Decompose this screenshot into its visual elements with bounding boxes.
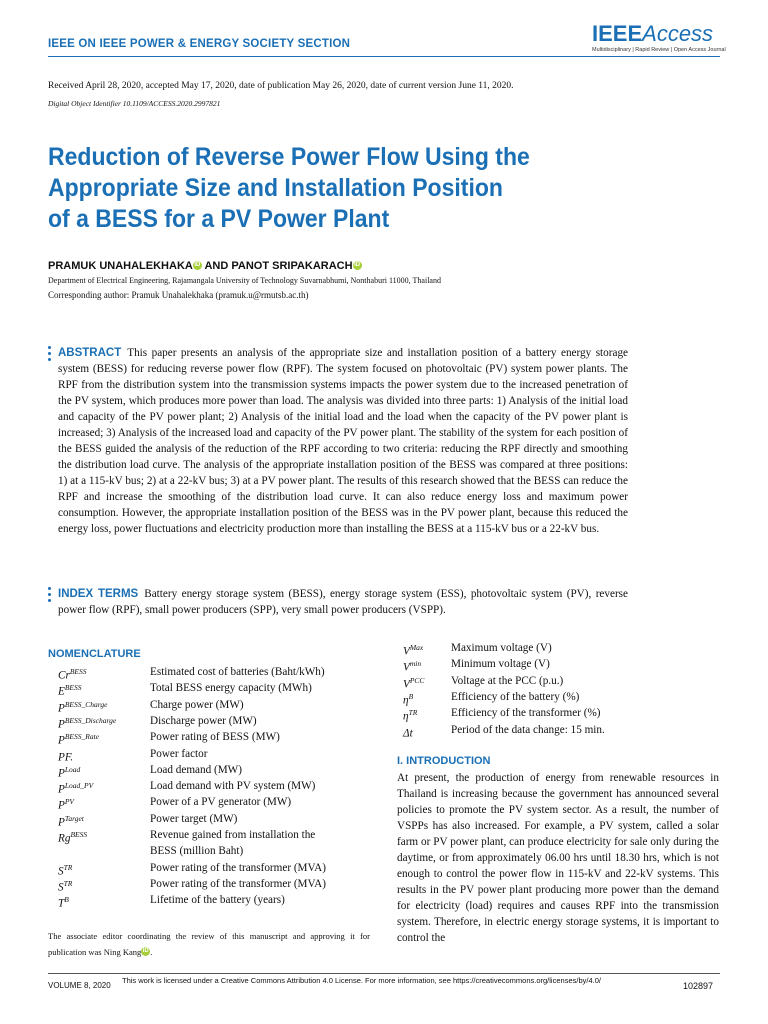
symbol-superscript: PCC <box>409 675 425 685</box>
symbol-superscript: BESS <box>64 683 82 693</box>
symbol-base: P <box>58 783 65 796</box>
symbol-base: Cr <box>58 669 70 682</box>
symbol-base: Rg <box>58 832 71 845</box>
nomenclature-definition: Estimated cost of batteries (Baht/kWh) <box>150 666 325 678</box>
nomenclature-definition: Discharge power (MW) <box>150 714 257 727</box>
nomenclature-symbol <box>403 722 413 742</box>
nomenclature-definition: Load demand (MW) <box>150 763 242 776</box>
nomenclature-definition: Maximum voltage (V) <box>451 642 552 654</box>
symbol-base: P <box>58 800 65 813</box>
nomenclature-definition: Power of a PV generator (MW) <box>150 796 292 809</box>
nomenclature-symbol <box>58 827 87 847</box>
index-terms <box>58 586 628 618</box>
symbol-superscript: Load_PV <box>64 781 94 791</box>
nomenclature-definition: Lifetime of the battery (years) <box>150 894 285 907</box>
symbol-superscript: B <box>64 895 69 905</box>
symbol-base: T <box>58 897 65 910</box>
symbol-superscript: Max <box>409 643 424 652</box>
logo-tagline: Multidisciplinary | Rapid Review | Open Access Journal <box>592 47 726 53</box>
symbol-base: P <box>58 767 65 780</box>
symbol-base: η <box>403 694 409 707</box>
publication-dates: Received April 28, 2020, accepted May 17, 2020, date of publication May 26, 2020, date of current version June 11, 2020. <box>48 81 514 91</box>
symbol-base: V <box>403 662 410 675</box>
page-number: 102897 <box>683 981 714 991</box>
nomenclature-heading: NOMENCLATURE <box>48 648 141 660</box>
header-rule <box>48 56 720 57</box>
abstract-marker-icon <box>48 346 51 364</box>
symbol-superscript: TR <box>408 708 418 718</box>
introduction-heading: I. INTRODUCTION <box>397 755 491 767</box>
nomenclature-definition: Period of the data change: 15 min. <box>451 723 605 736</box>
symbol-superscript: BESS <box>69 667 87 676</box>
symbol-base: P <box>58 718 65 731</box>
index-terms-marker-icon <box>48 587 51 605</box>
author-1: PRAMUK UNAHALEKHAKA <box>48 260 193 272</box>
editor-footnote: The associate editor coordinating the review of this manuscript and approving it for publication was Ning Kang iD . <box>48 931 370 957</box>
author-2: AND PANOT SRIPAKARACH <box>201 260 353 272</box>
symbol-base: V <box>403 645 410 658</box>
symbol-base: PF. <box>58 751 74 764</box>
logo-ieee-text: IEEE <box>592 21 643 46</box>
symbol-superscript: TR <box>63 862 73 872</box>
orcid-icon[interactable]: iD <box>194 262 201 268</box>
nomenclature-definition: Charge power (MW) <box>150 698 244 711</box>
paper-title <box>48 142 563 235</box>
title-line-3: of a BESS for a PV Power Plant <box>48 205 390 233</box>
footer-license[interactable]: This work is licensed under a Creative Commons Attribution 4.0 License. For more information, see https://creativecommons.org/licenses/by/4.0/ <box>122 976 601 985</box>
symbol-base: V <box>403 678 410 691</box>
symbol-base: Δt <box>403 727 413 740</box>
abstract-text: This paper presents an analysis of the appropriate size and installation position of a battery energy storage system (BESS) for reducing reverse power flow (RPF). The system focused on photovoltaic (PV) system power plants. The RPF from the distribution system into the transmission systems impacts the power system due to the increased penetration of the PV system, which produces more power than load. The analysis was divided into three parts: 1) Analysis of the initial load and capacity of the PV power plant; 2) Analysis of the initial load and the load when the capacity of the PV power plant is increased; 3) Analysis of the increased load and capacity of the PV power plant. The stability of the system for each position of the BESS guided the analysis of the reduction of the RPF according to two criteria: reducing the RPF directly and smoothing the distribution load curve. The analysis of the appropriate installation position of the BESS was compared at three positions: 1) at a 115-kV bus; 2) at a 22-kV bus; 3) at a PV power plant. The results of this research showed that the BESS can reduce the RPF and increase the smoothing of the distribution load curve. It can also reduce energy loss and maximum power consumption. However, the appropriate installation position of the BESS was in the PV power plant, because this reduced the energy loss, power fluctuations and electricity production more than installing the BESS at a 115-kV bus or a 22-kV bus. <box>58 347 628 535</box>
nomenclature-definition: Power target (MW) <box>150 812 238 825</box>
affiliation: Department of Electrical Engineering, Rajamangala University of Technology Suvarnabhumi, Nonthaburi 11000, Thailand <box>48 276 441 285</box>
footnote-text: The associate editor coordinating the review of this manuscript and approving it for publication was Ning Kang <box>48 931 370 957</box>
nomenclature-definition: Total BESS energy capacity (MWh) <box>150 682 312 695</box>
symbol-base: P <box>58 702 65 715</box>
nomenclature-definition: Efficiency of the transformer (%) <box>451 707 601 720</box>
nomenclature-definition: Efficiency of the battery (%) <box>451 690 580 703</box>
symbol-base: E <box>58 686 65 699</box>
ieee-access-logo <box>592 21 726 53</box>
symbol-superscript: Load <box>64 764 81 774</box>
orcid-icon[interactable]: iD <box>142 948 149 954</box>
symbol-superscript: PV <box>64 797 75 807</box>
symbol-base: S <box>58 881 64 894</box>
symbol-superscript: B <box>408 691 414 701</box>
symbol-superscript: BESS_Discharge <box>64 715 117 725</box>
symbol-superscript: BESS <box>70 830 88 839</box>
symbol-superscript: min <box>409 659 422 669</box>
nomenclature-definition: Voltage at the PCC (p.u.) <box>451 674 564 687</box>
symbol-base: P <box>58 816 65 829</box>
nomenclature-definition: Minimum voltage (V) <box>451 658 550 671</box>
author-list <box>48 260 362 272</box>
symbol-base: S <box>58 865 64 878</box>
index-terms-text: Battery energy storage system (BESS), energy storage system (ESS), photovoltaic system (PV), reverse power flow (RPF), small power producers (SPP), very small power producers (VSPP). <box>58 588 628 616</box>
symbol-superscript: TR <box>63 878 73 888</box>
orcid-icon[interactable]: iD <box>354 262 361 268</box>
title-line-2: Appropriate Size and Installation Position <box>48 174 503 202</box>
title-line-1: Reduction of Reverse Power Flow Using the <box>48 143 530 171</box>
nomenclature-definition: Revenue gained from installation the <box>150 829 316 841</box>
footer-rule <box>48 973 720 974</box>
nomenclature-definition: Power rating of BESS (MW) <box>150 731 280 744</box>
nomenclature-definition: Power rating of the transformer (MVA) <box>150 877 326 890</box>
symbol-superscript: Target <box>64 813 84 823</box>
nomenclature-definition-cont: BESS (million Baht) <box>150 845 244 858</box>
doi: Digital Object Identifier 10.1109/ACCESS.2020.2997821 <box>48 99 221 108</box>
symbol-base: P <box>58 734 65 747</box>
nomenclature-symbol <box>58 892 69 912</box>
abstract-label: ABSTRACT <box>58 347 122 359</box>
index-terms-label: INDEX TERMS <box>58 588 139 600</box>
symbol-superscript: BESS_Charge <box>64 699 108 709</box>
logo-access-text: Access <box>642 21 714 46</box>
symbol-superscript: BESS_Rate <box>64 732 100 742</box>
abstract <box>58 345 628 537</box>
nomenclature-definition: Power rating of the transformer (MVA) <box>150 861 326 874</box>
nomenclature-definition: Power factor <box>150 747 208 760</box>
corresponding-author: Corresponding author: Pramuk Unahalekhaka (pramuk.u@rmutsb.ac.th) <box>48 290 309 300</box>
introduction-text: At present, the production of energy from renewable resources in Thailand is increasing because the government has announced several policies to promote the PV system sector. As a result, the number of VSPPs has also increased. For example, a PV system, called a solar farm or PV power plant, can produce electricity for sale only during the daytime, or from approximately 06.00 hrs until 18.30 hrs, which is not enough to control the power flow in 115-kV and 22-kV systems. This results in the PV power plant producing more power than the demand for electricity (load) requires and causes RPF into the transmission system. Therefore, in electric energy storage systems, it is important to control the <box>397 772 719 944</box>
journal-section-header: IEEE ON IEEE POWER & ENERGY SOCIETY SECTION <box>48 38 351 50</box>
symbol-base: η <box>403 710 409 723</box>
nomenclature-definition: Load demand with PV system (MW) <box>150 780 316 793</box>
footer-volume: VOLUME 8, 2020 <box>48 981 111 990</box>
